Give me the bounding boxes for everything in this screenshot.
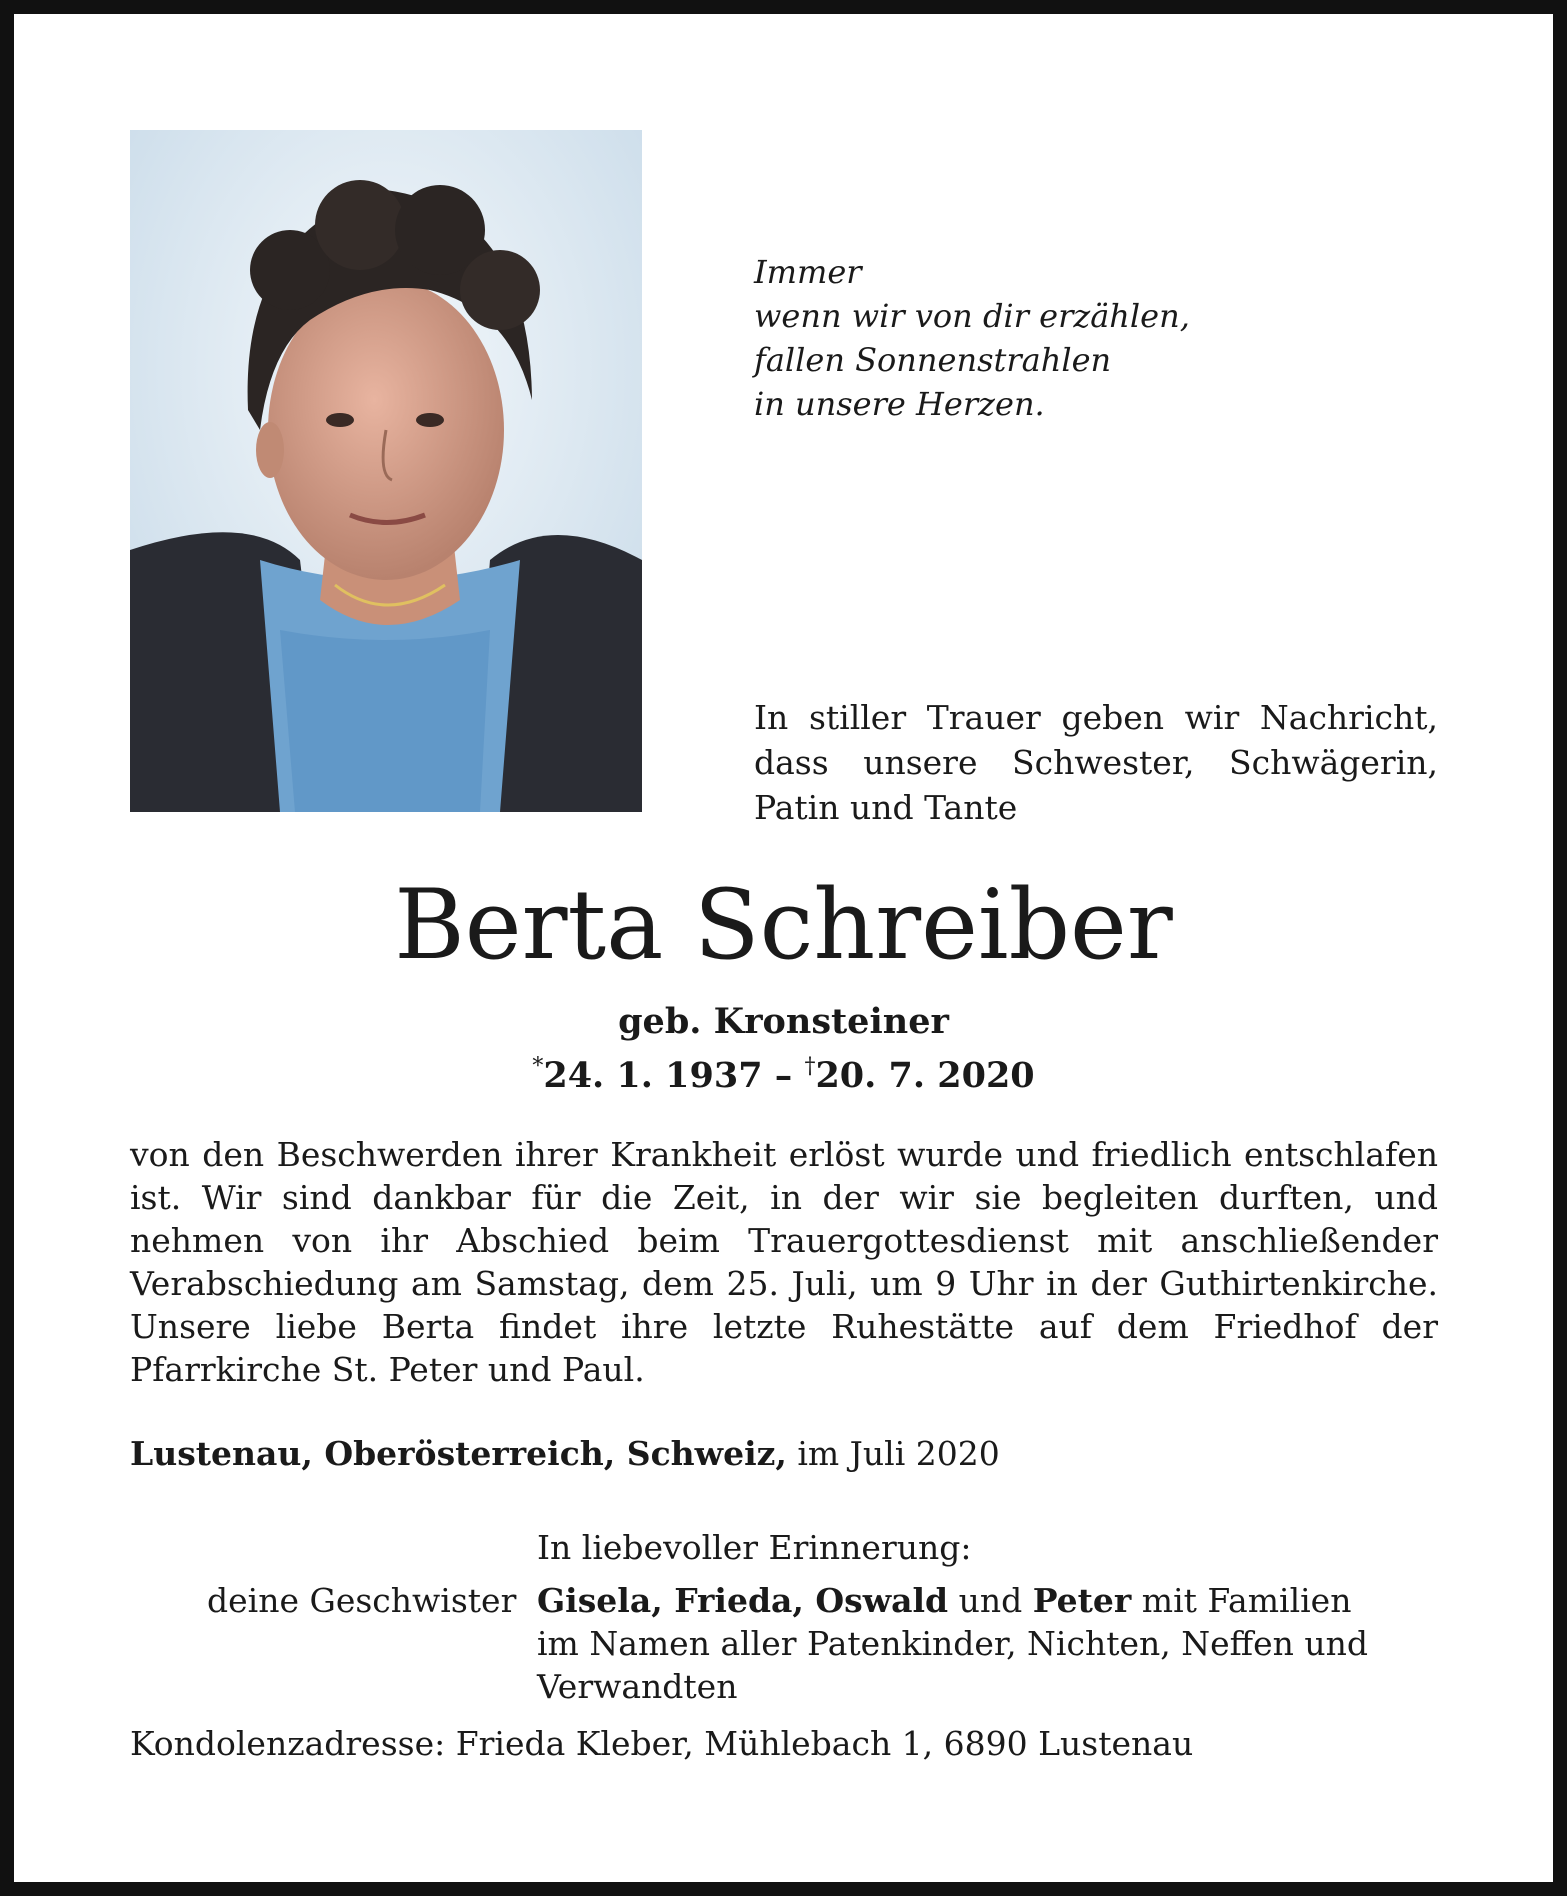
intro-text bbox=[754, 695, 1438, 830]
quote-line: wenn wir von dir erzählen, bbox=[754, 297, 1190, 335]
sibling-and: und bbox=[948, 1581, 1033, 1620]
life-dates bbox=[0, 1045, 1567, 1098]
place-date: im Juli 2020 bbox=[786, 1434, 1000, 1473]
place-locations: Lustenau, Oberösterreich, Schweiz, bbox=[130, 1434, 787, 1473]
body-line: ist. Wir sind dankbar für die Zeit, in der wir sie begleiten durften, und bbox=[130, 1178, 1438, 1217]
intro-line: Patin und Tante bbox=[754, 788, 1018, 827]
death-date: 20. 7. 2020 bbox=[815, 1055, 1035, 1096]
intro-line: In stiller Trauer geben wir Nachricht, bbox=[754, 698, 1438, 737]
birth-date: 24. 1. 1937 bbox=[543, 1055, 763, 1096]
body-line: Unsere liebe Berta findet ihre letzte Ruhestätte auf dem Friedhof der bbox=[130, 1307, 1438, 1346]
portrait-illustration bbox=[130, 130, 642, 812]
maiden-name: geb. Kronsteiner bbox=[618, 1001, 949, 1042]
condolence-address: Kondolenzadresse: Frieda Kleber, Mühlebach 1, 6890 Lustenau bbox=[130, 1724, 1194, 1763]
deceased-name: Berta Schreiber bbox=[394, 869, 1173, 981]
place-and-date bbox=[130, 1432, 1000, 1476]
body-line: Verabschiedung am Samstag, dem 25. Juli, um 9 Uhr in der Guthirtenkirche. bbox=[130, 1264, 1438, 1303]
mourners-line: im Namen aller Patenkinder, Nichten, Neffen und bbox=[537, 1624, 1368, 1663]
sibling-name-peter: Peter bbox=[1032, 1581, 1132, 1620]
quote-line: in unsere Herzen. bbox=[754, 385, 1045, 423]
quote-line: fallen Sonnenstrahlen bbox=[754, 341, 1112, 379]
mourners-continuation bbox=[537, 1622, 1368, 1708]
mourners-line: Verwandten bbox=[537, 1667, 738, 1706]
notice-body bbox=[130, 1133, 1438, 1391]
sibling-suffix: mit Familien bbox=[1131, 1581, 1352, 1620]
siblings-names bbox=[537, 1579, 1351, 1622]
intro-line: dass unsere Schwester, Schwägerin, bbox=[754, 743, 1438, 782]
memory-line: In liebevoller Erinnerung: bbox=[537, 1528, 972, 1567]
birth-symbol: * bbox=[532, 1054, 544, 1079]
portrait-photo bbox=[130, 130, 642, 812]
body-line: Pfarrkirche St. Peter und Paul. bbox=[130, 1350, 645, 1389]
siblings-label: deine Geschwister bbox=[207, 1581, 517, 1620]
date-separator: – bbox=[762, 1055, 805, 1096]
body-line: nehmen von ihr Abschied beim Trauergottesdienst mit anschließender bbox=[130, 1221, 1438, 1260]
body-line: von den Beschwerden ihrer Krankheit erlöst wurde und friedlich entschlafen bbox=[130, 1135, 1438, 1174]
memorial-quote bbox=[754, 250, 1190, 426]
death-symbol: † bbox=[804, 1054, 816, 1079]
quote-line: Immer bbox=[754, 253, 862, 291]
sibling-names-bold: Gisela, Frieda, Oswald bbox=[537, 1581, 949, 1620]
